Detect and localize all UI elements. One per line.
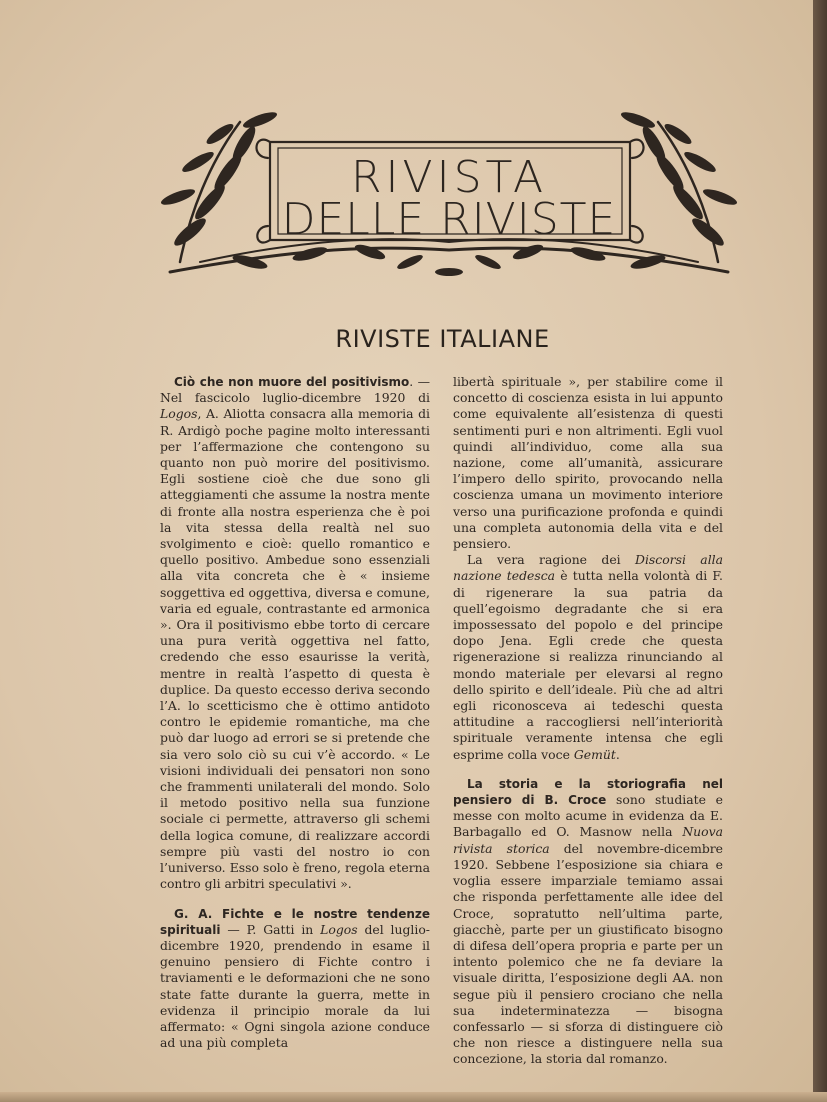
quoted-word: Gemüt [573, 746, 616, 762]
article-paragraph [160, 374, 430, 893]
article-paragraph [453, 776, 723, 1068]
masthead-line-1: RIVISTA [350, 152, 548, 203]
journal-title: Logos [320, 921, 358, 937]
journal-title: Logos [160, 406, 198, 422]
article-paragraph [160, 906, 430, 1052]
masthead-ornament [160, 112, 738, 280]
book-title: Discorsi alla nazione tedesca [453, 552, 724, 584]
article-text: La vera ragione dei [467, 552, 636, 568]
article-heading: G. A. Fichte e le nostre tendenze spirituali [160, 906, 430, 937]
article-text: . [615, 746, 620, 762]
journal-title: Nuova rivista storica [453, 824, 723, 856]
bottom-page-edge [0, 1092, 827, 1102]
left-column [160, 374, 430, 1051]
section-title: RIVISTE ITALIANE [335, 325, 550, 353]
article-text: del novembre-dicembre 1920. Sebbene l’esposizione sia chiara e voglia essere imparziale temiamo assai che risponda perfettamente alle idee del Croce, sopratutto nell’ultima parte, giacchè, parte per un giustificato bisogno di difesa dell’opera propria e parte per un intento polemico che ne fa deviare la visuale diritta, l’esposizione degli AA. non segue più il pensiero crociano che nella sua indeterminatezza — bisogna confessarlo — si sforza di distinguere ciò che non riesce a distinguere nella sua concezione, la storia dal romanzo. [453, 840, 724, 1067]
article-text: è tutta nella volontà di F. di rigenerare la sua patria da quell’egoismo degradante che si era impossessato del popolo e del principe dopo Jena. Egli crede che questa rigenerazione si realizza rinunciando al mondo materiale per elevarsi al regno dello spirito e dell’ideale. Più che ad altri egli riconosceva ai tedeschi questa attitudine a raccogliersi nell’interiorità spirituale veramente intensa che egli esprime colla voce [453, 568, 723, 762]
article-paragraph [453, 552, 723, 763]
article-text: — P. Gatti in [220, 921, 321, 937]
article-paragraph: libertà spirituale », per stabilire come il concetto di coscienza esista in lui appunto come equivalente all’esistenza di questi sentimenti puri e non altrimenti. Egli vuol quindi all’individuo, come alla sua nazione, come all’umanità, assicurare l’impero dello spirito, provocando nella coscienza umana un movimento interiore verso una purificazione profonda e quindi una completa autonomia della vita e del pensiero. [453, 374, 723, 552]
right-column [453, 374, 723, 1068]
article-heading: La storia e la storiografia nel pensiero di B. Croce [453, 776, 723, 808]
article-text: , A. Aliotta consacra alla memoria di R. Ardigò poche pagine molto interessanti per l’affermazione che contengono su quanto non può morire del positivismo. Egli sostiene cioè che due sono gli atteggiamenti che assume la nostra mente di fronte alla nostra esperienza che è poi la vita stessa della realtà nel suo svolgimento e cioè: quello romantico e quello positivo. Ambedue sono essenziali alla vita concreta che è « insieme soggettiva ed oggettiva, diversa e comune, varia ed eguale, contrastante ed armonica ». Ora il positivismo ebbe torto di cercare una pura verità oggettiva nel fatto, credendo che esso esaurisse la verità, mentre in realtà l’aspetto di questa è duplice. Da questo eccesso deriva secondo l’A. lo scetticismo che è ottimo antidoto contro le epidemie romantiche, ma che può dar luogo ad errori se si pretende che sia vero solo ciò su cui v’è accordo. « Le visioni individuali dei pensatori non sono che frammenti unilaterali del mondo. Solo il metodo positivo nella sua funzione sociale ci permette, attraverso gli schemi della logica comune, di realizzare accordi sempre più vasti del nostro io con l’universo. Esso solo è freno, regola eterna contro gli arbitri speculativi ». [160, 406, 430, 892]
masthead-line-2: DELLE RIVISTE [281, 194, 617, 245]
article-text: del luglio-dicembre 1920, prendendo in esame il genuino pensiero di Fichte contro i traviamenti e le deformazioni che ne sono state fatte durante la guerra, mette in evidenza il principio morale da lui affermato: « Ogni singola azione conduce ad una più completa [160, 921, 430, 1051]
article-heading: Ciò che non muore del positivismo [174, 375, 410, 389]
article-text: sono studiate e messe con molto acume in evidenza da E. Barbagallo ed O. Masnow nella [453, 792, 723, 840]
binding-edge [813, 0, 827, 1102]
article-text: . — Nel fascicolo luglio-dicembre 1920 di [160, 374, 430, 406]
